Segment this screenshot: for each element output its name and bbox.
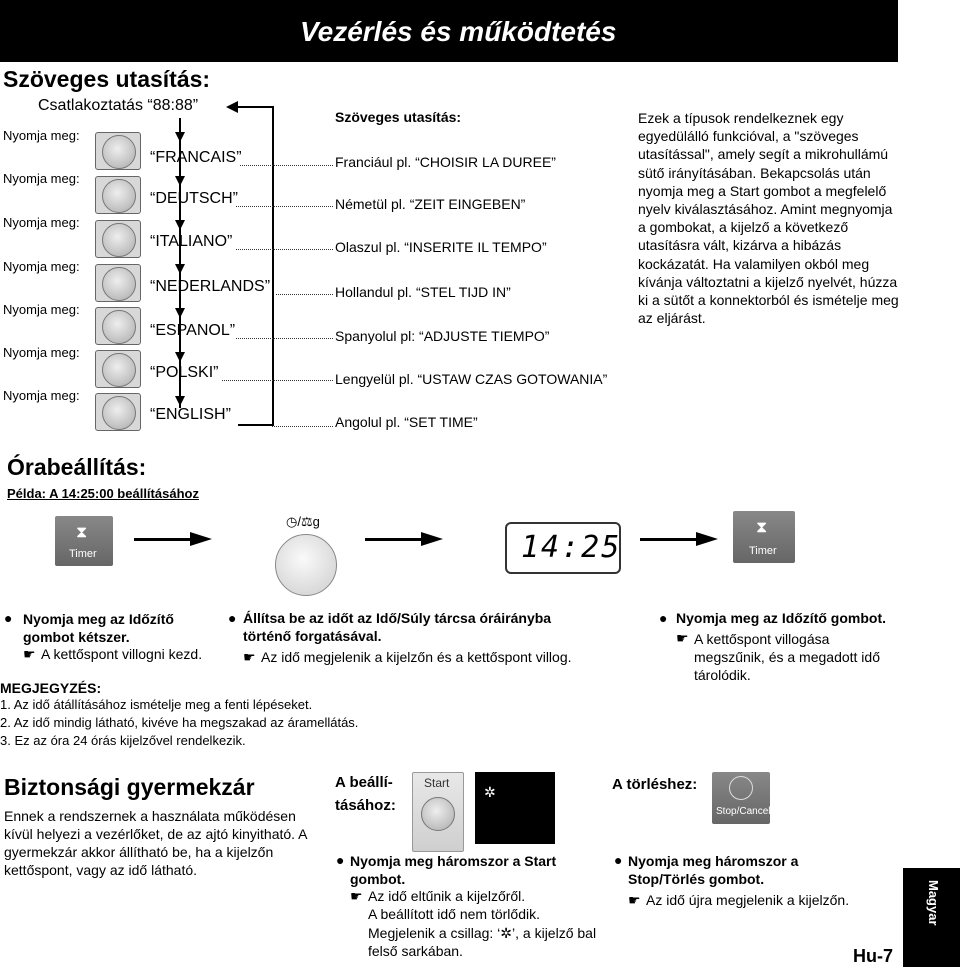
language-tab (903, 868, 960, 967)
loop-line-vertical (272, 106, 274, 426)
arrow-down-6 (175, 352, 185, 362)
start-button[interactable] (95, 307, 141, 345)
page-title: Vezérlés és működtetés (300, 16, 617, 47)
note-item: 2. Az idő mindig látható, kivéve ha megszakad az áramellátás. (0, 715, 359, 730)
start-icon (102, 135, 136, 169)
step3-text: Nyomja meg az Időzítő gombot. (676, 610, 887, 626)
display-time: 14:25 (521, 530, 622, 565)
display-panel (475, 772, 555, 844)
language-tab-label: Magyar (926, 880, 941, 926)
set-note: Megjelenik a csillag: ‘✲’, a kijelző bal felső sarkában. (368, 925, 597, 959)
press-label: Nyomja meg: (3, 171, 80, 186)
bullet: ● (336, 852, 345, 868)
start-button[interactable] (95, 220, 141, 258)
hourglass-icon: ⧗ (756, 519, 768, 536)
header-bar (0, 0, 898, 62)
start-icon (102, 179, 136, 213)
clear-note: Az idő újra megjelenik a kijelzőn. (646, 892, 850, 908)
leader-line (240, 165, 333, 166)
feature-description: Ezek a típusok rendelkeznek egy egyedülálló funkcióval, a "szöveges utasítással", amely segít a mikrohullámú sütő irányításában. Bekapcsolás után nyomja meg a Start gombot a megfelelő nyelv kiválasztásához. Amint megnyomja a gombokat, a kijelző a következő utasításra vált, kizárva a hibázás kockázatát. Ha valamilyen okból meg kívánja változtatni a kijelző nyelvét, húzza ki a sütőt a konnektorból és ismételje meg az eljárást. (638, 110, 899, 327)
leader-line (222, 380, 333, 381)
step1-text: Nyomja meg az Időzítő gombot kétszer. (23, 611, 174, 645)
timer-button[interactable] (55, 516, 113, 566)
start-label: Start (424, 776, 450, 790)
language-option: “ESPANOL” (150, 322, 236, 339)
time-weight-dial[interactable] (275, 534, 337, 596)
timer-label: Timer (749, 545, 777, 557)
example-line: Angolul pl. “SET TIME” (335, 414, 478, 430)
examples-title: Szöveges utasítás: (335, 109, 462, 125)
loop-line-top (233, 106, 273, 108)
arrow-down-2 (175, 176, 185, 186)
start-icon (102, 223, 136, 257)
example-line: Németül pl. “ZEIT EINGEBEN” (335, 196, 526, 212)
start-button[interactable] (95, 350, 141, 388)
example-line: Franciául pl. “CHOISIR LA DUREE” (335, 154, 556, 170)
step2-note: Az idő megjelenik a kijelzőn és a kettőspont villog. (261, 649, 572, 665)
start-button[interactable] (95, 264, 141, 302)
arrow-down-5 (175, 308, 185, 318)
hourglass-icon: ⧗ (76, 524, 88, 541)
leader-line (276, 294, 333, 295)
child-lock-text: Ennek a rendszernek a használata működésen kívül helyezi a vezérlőket, de az ajtó kinyitható. A gyermekzár akkor állítható be, ha a kijelzőn kettőspont, vagy az idő látható. (4, 808, 307, 878)
section-title-text: Szöveges utasítás: (3, 66, 211, 92)
set-note: Az idő eltűnik a kijelzőről. (368, 888, 526, 904)
notes-title: MEGJEGYZÉS: (0, 680, 102, 696)
press-label: Nyomja meg: (3, 388, 80, 403)
hand-icon: ☛ (676, 630, 689, 646)
clock-example: Példa: A 14:25:00 beállításához (7, 486, 199, 501)
leader-line (236, 338, 333, 339)
step3-note: A kettőspont villogása megszűnik, és a megadott idő tárolódik. (694, 631, 880, 683)
timer-label: Timer (69, 548, 97, 560)
bullet: ● (659, 610, 668, 626)
bullet: ● (614, 852, 623, 868)
clock-title: Órabeállítás: (7, 454, 147, 480)
start-icon (102, 267, 136, 301)
leader-line (236, 249, 333, 250)
page-number: Hu-7 (853, 946, 893, 966)
arrow-shaft (134, 538, 194, 541)
press-label: Nyomja meg: (3, 302, 80, 317)
hand-icon: ☛ (243, 649, 256, 665)
arrow-right-icon (421, 532, 443, 546)
stop-cancel-button[interactable] (712, 772, 770, 824)
bullet: ● (228, 610, 237, 626)
arrow-right-icon (190, 532, 212, 546)
timer-button[interactable] (733, 511, 795, 563)
bullet: ● (4, 610, 13, 626)
leader-line (272, 426, 333, 427)
lock-star-icon: ✲ (484, 784, 496, 800)
hand-icon: ☛ (350, 888, 363, 904)
example-line: Lengyelül pl. “USTAW CZAS GOTOWANIA” (335, 371, 608, 387)
press-label: Nyomja meg: (3, 345, 80, 360)
step2-text-b: történő forgatásával. (243, 628, 382, 644)
example-line: Spanyolul pl: “ADJUSTE TIEMPO” (335, 328, 550, 344)
loop-arrow (226, 101, 238, 113)
child-lock-title: Biztonsági gyermekzár (4, 774, 255, 800)
clear-step-text: Nyomja meg háromszor a Stop/Törlés gombot. (628, 853, 799, 887)
language-option: “ITALIANO” (150, 233, 233, 250)
start-icon (102, 396, 136, 430)
press-label: Nyomja meg: (3, 128, 80, 143)
language-option: “POLSKI” (150, 364, 219, 381)
stop-label: Stop/Cancel (716, 806, 771, 817)
arrow-down-3 (175, 220, 185, 230)
press-label: Nyomja meg: (3, 215, 80, 230)
start-button-panel[interactable] (412, 772, 464, 852)
arrow-right-icon (696, 532, 718, 546)
arrow-down-7 (175, 396, 185, 406)
clear-title: A törléshez: (612, 776, 698, 793)
language-option: “FRANCAIS” (150, 149, 242, 166)
connection-text: Csatlakoztatás “88:88” (38, 97, 199, 114)
arrow-shaft (365, 538, 425, 541)
press-label: Nyomja meg: (3, 259, 80, 274)
start-button[interactable] (95, 132, 141, 170)
hand-icon: ☛ (628, 892, 641, 908)
start-button[interactable] (95, 393, 141, 431)
note-item: 3. Ez az óra 24 órás kijelzővel rendelkezik. (0, 733, 246, 748)
language-option: “ENGLISH” (150, 406, 231, 423)
start-icon (102, 310, 136, 344)
example-line: Hollandul pl. “STEL TIJD IN” (335, 284, 511, 300)
note-item: 1. Az idő átállításához ismételje meg a fenti lépéseket. (0, 697, 313, 712)
step2-text-a: Állítsa be az időt az Idő/Súly tárcsa óráirányba (243, 610, 552, 626)
start-icon (102, 353, 136, 387)
step1-note: A kettőspont villogni kezd. (41, 646, 203, 662)
set-title: tásához: (335, 797, 396, 814)
arrow-shaft (640, 538, 700, 541)
set-step-text: Nyomja meg háromszor a Start gombot. (350, 853, 557, 887)
leader-line (236, 206, 333, 207)
start-button[interactable] (95, 176, 141, 214)
arrow-down-4 (175, 264, 185, 274)
set-title: A beállí- (335, 774, 393, 791)
hand-icon: ☛ (23, 646, 36, 662)
dial-label: ◷/⚖g (286, 514, 320, 529)
example-line: Olaszul pl. “INSERITE IL TEMPO” (335, 239, 547, 255)
arrow-down-1 (175, 132, 185, 142)
language-option: “NEDERLANDS” (150, 278, 271, 295)
set-note: A beállított idő nem törlődik. (368, 906, 540, 922)
display-panel (505, 522, 621, 574)
start-icon (421, 797, 455, 831)
stop-icon (729, 776, 753, 800)
loop-line-bottom (238, 424, 274, 426)
language-option: “DEUTSCH” (150, 190, 238, 207)
